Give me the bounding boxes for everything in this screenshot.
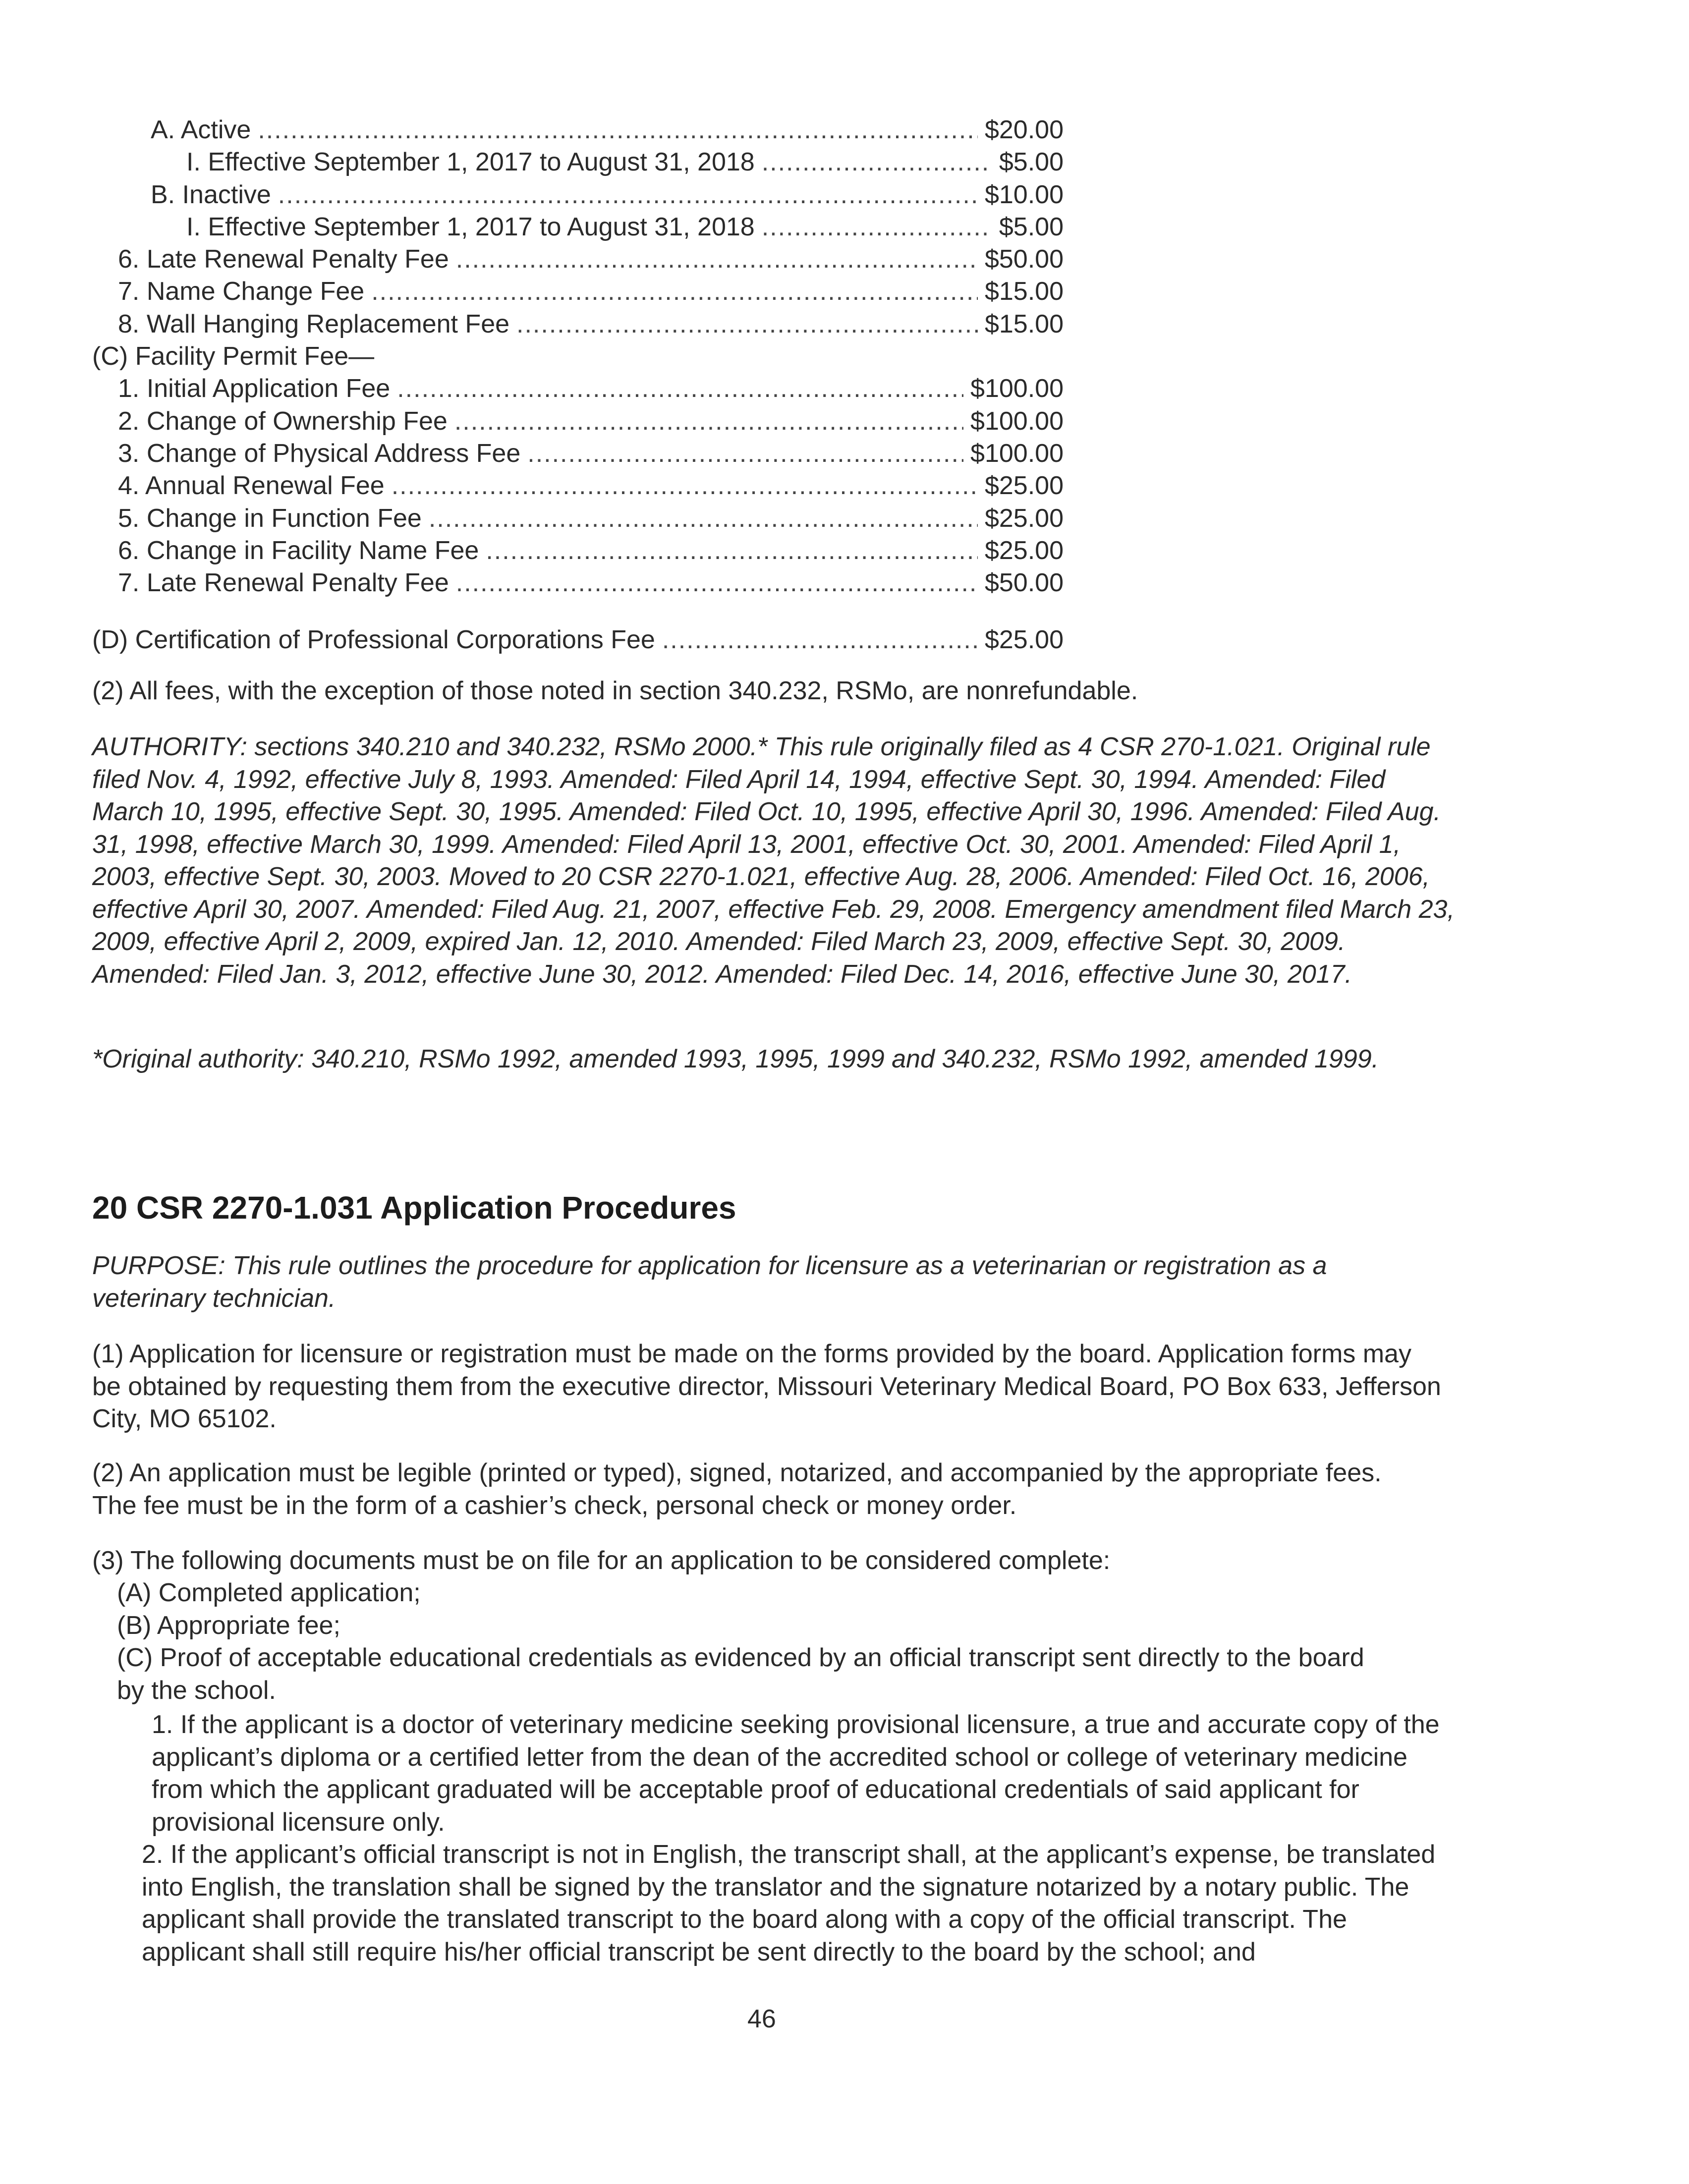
dot-leader	[258, 114, 978, 146]
fee-label: I. Effective September 1, 2017 to August 31, 2018	[186, 148, 755, 177]
fee-row	[92, 114, 1064, 146]
fee-row	[92, 243, 1064, 276]
fee-row	[92, 624, 1064, 656]
fee-label: 8. Wall Hanging Replacement Fee	[118, 309, 510, 338]
fee-label: A. Active	[151, 115, 251, 144]
fee-amount: $15.00	[984, 277, 1064, 306]
list-item-c: (C) Proof of acceptable educational credentials as evidenced by an official transcript sent directly to the board by the school.	[117, 1643, 1364, 1705]
fee-label: 7. Name Change Fee	[118, 277, 365, 306]
dot-leader	[456, 567, 978, 599]
fee-row	[92, 503, 1064, 535]
fee-row	[92, 567, 1064, 599]
fee-row	[92, 535, 1064, 567]
dot-leader	[516, 308, 978, 340]
facility-permit-heading: (C) Facility Permit Fee—	[92, 342, 375, 371]
fee-amount: $50.00	[984, 568, 1064, 598]
fee-row	[92, 470, 1064, 502]
fee-amount: $25.00	[984, 471, 1064, 501]
fee-label: 3. Change of Physical Address Fee	[118, 439, 521, 468]
fee-label: 6. Change in Facility Name Fee	[118, 536, 479, 565]
list-item-c2: 2. If the applicant’s official transcript is not in English, the transcript shall, at the applicant’s expense, be translated into English, the translation shall be signed by the translator and the signature notarized by a notary public. The applicant shall provide the translated transcript to the board along with a copy of the official transcript. The applicant shall still require his/her official transcript be sent directly to the board by the school; and	[142, 1840, 1436, 1966]
fee-amount: $5.00	[999, 148, 1064, 177]
fee-label: 5. Change in Function Fee	[118, 504, 422, 533]
fee-row	[92, 405, 1064, 438]
dot-leader	[429, 503, 978, 535]
fee-label: 2. Change of Ownership Fee	[118, 406, 448, 436]
fee-row	[92, 438, 1064, 470]
fee-label: I. Effective September 1, 2017 to August 31, 2018	[186, 212, 755, 241]
dot-leader	[397, 373, 963, 405]
fee-row	[92, 373, 1064, 405]
fee-row	[92, 276, 1064, 308]
list-item-a: (A) Completed application;	[117, 1578, 421, 1607]
list-item-b: (B) Appropriate fee;	[117, 1611, 340, 1640]
dot-leader	[527, 438, 963, 470]
purpose-statement: PURPOSE: This rule outlines the procedure for application for licensure as a veterinarian or registration as a veterinary technician.	[92, 1251, 1327, 1313]
fee-label: 6. Late Renewal Penalty Fee	[118, 245, 449, 274]
paragraph-1: (1) Application for licensure or registration must be made on the forms provided by the board. Application forms may be obtained by requesting them from the executive director, Missouri Veterinary Medical Board, PO Box 633, Jefferson City, MO 65102.	[92, 1340, 1441, 1433]
fee-row	[92, 146, 1064, 178]
dot-leader	[762, 146, 992, 178]
dot-leader	[454, 405, 963, 438]
fee-label: 4. Annual Renewal Fee	[118, 471, 385, 501]
fee-label: 1. Initial Application Fee	[118, 374, 391, 403]
section-title: 20 CSR 2270-1.031 Application Procedures	[92, 1190, 736, 1226]
fee-amount: $15.00	[984, 309, 1064, 338]
fee-amount: $20.00	[984, 115, 1064, 144]
fee-schedule	[92, 114, 1064, 657]
fee-row	[92, 211, 1064, 243]
list-item-c1: 1. If the applicant is a doctor of veterinary medicine seeking provisional licensure, a true and accurate copy of the applicant’s diploma or a certified letter from the dean of the accredited school or college of veterinary medicine from which the applicant graduated will be acceptable proof of educational credentials of said applicant for provisional licensure only.	[152, 1710, 1440, 1837]
original-authority-note: *Original authority: 340.210, RSMo 1992, amended 1993, 1995, 1999 and 340.232, RSMo 1992, amended 1999.	[92, 1045, 1379, 1073]
dot-leader	[486, 535, 978, 567]
fee-amount: $100.00	[970, 406, 1064, 436]
fee-row	[92, 308, 1064, 340]
dot-leader	[762, 211, 992, 243]
dot-leader	[456, 243, 978, 276]
fee-amount: $25.00	[984, 536, 1064, 565]
dot-leader	[392, 470, 978, 502]
page-number: 46	[747, 2005, 776, 2033]
fee-amount: $5.00	[999, 212, 1064, 241]
fee-row	[92, 179, 1064, 211]
fee-amount: $50.00	[984, 245, 1064, 274]
fee-amount: $100.00	[970, 374, 1064, 403]
dot-leader	[662, 624, 978, 656]
fee-amount: $25.00	[984, 625, 1064, 655]
fee-amount: $100.00	[970, 439, 1064, 468]
authority-note: AUTHORITY: sections 340.210 and 340.232, RSMo 2000.* This rule originally filed as 4 CSR 270-1.021. Original rule filed Nov. 4, 1992, effective July 8, 1993. Amended: Filed April 14, 1994, effective Sept. 30, 1994. Amended: Filed March 10, 1995, effective Sept. 30, 1995. Amended: Filed Oct. 10, 1995, effective April 30, 1996. Amended: Filed Aug. 31, 1998, effective March 30, 1999. Amended: Filed April 13, 2001, effective Oct. 30, 2001. Amended: Filed April 1, 2003, effective Sept. 30, 2003. Moved to 20 CSR 2270-1.021, effective Aug. 28, 2006. Amended: Filed Oct. 16, 2006, effective April 30, 2007. Amended: Filed Aug. 21, 2007, effective Feb. 29, 2008. Emergency amendment filed March 23, 2009, effective April 2, 2009, expired Jan. 12, 2010. Amended: Filed March 23, 2009, effective Sept. 30, 2009. Amended: Filed Jan. 3, 2012, effective June 30, 2012. Amended: Filed Dec. 14, 2016, effective June 30, 2017.	[92, 732, 1455, 989]
paragraph-2: (2) An application must be legible (printed or typed), signed, notarized, and accompanied by the appropriate fees. The fee must be in the form of a cashier’s check, personal check or money order.	[92, 1458, 1382, 1520]
refund-note: (2) All fees, with the exception of those noted in section 340.232, RSMo, are nonrefundable.	[92, 676, 1138, 705]
fee-label: B. Inactive	[151, 180, 271, 209]
dot-leader	[371, 276, 978, 308]
fee-label: 7. Late Renewal Penalty Fee	[118, 568, 449, 598]
fee-amount: $10.00	[984, 180, 1064, 209]
fee-amount: $25.00	[984, 504, 1064, 533]
paragraph-3: (3) The following documents must be on file for an application to be considered complete:	[92, 1546, 1111, 1575]
dot-leader	[278, 179, 978, 211]
fee-label: (D) Certification of Professional Corporations Fee	[92, 625, 655, 655]
